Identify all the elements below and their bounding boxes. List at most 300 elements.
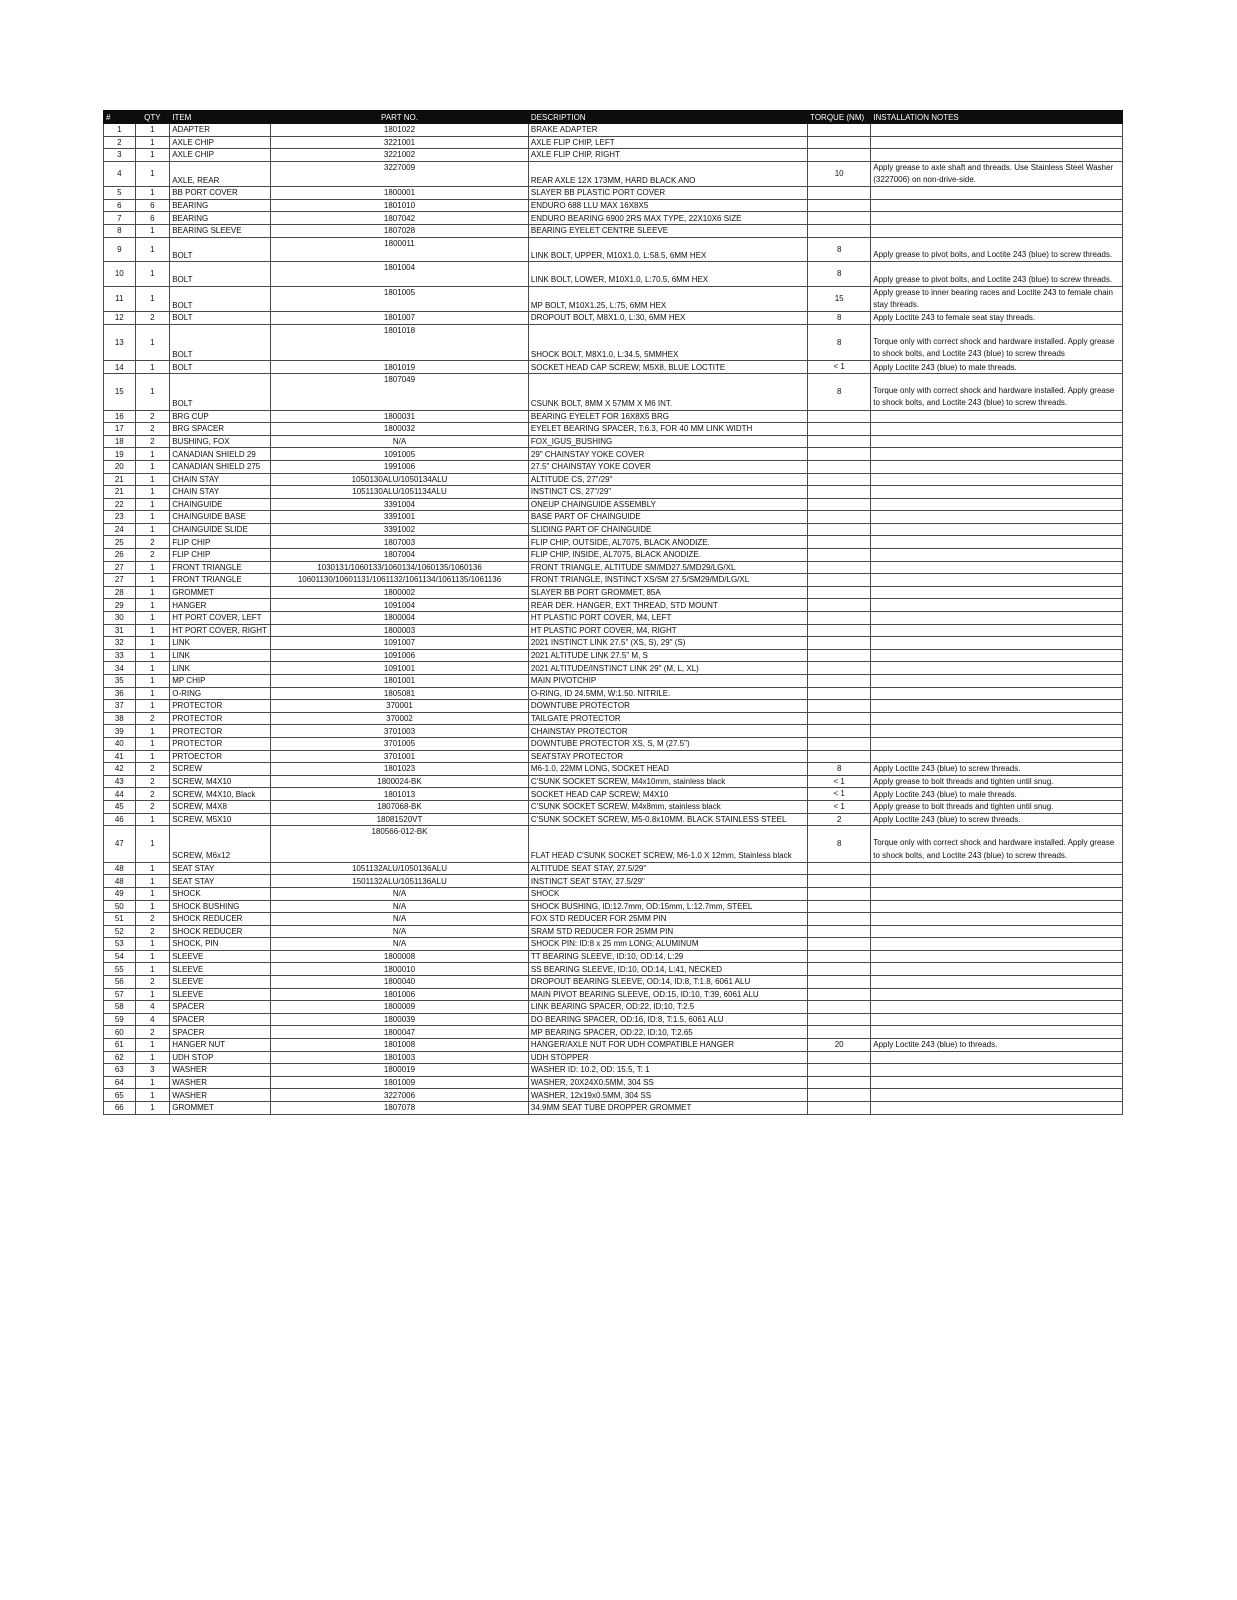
row-torque-cell bbox=[808, 423, 871, 436]
row-item-cell: BRG SPACER bbox=[170, 423, 271, 436]
table-row bbox=[104, 913, 1123, 926]
row-installation-notes-cell bbox=[871, 549, 1123, 562]
row-description-cell: 2021 INSTINCT LINK 27.5" (XS, S), 29" (S) bbox=[528, 637, 807, 650]
row-item-cell: SHOCK, PIN bbox=[170, 938, 271, 951]
table-row bbox=[104, 460, 1123, 473]
row-item-cell: FLIP CHIP bbox=[170, 549, 271, 562]
header-part-no: PART NO. bbox=[271, 111, 529, 124]
row-part-number-cell: 1800024-BK bbox=[271, 775, 529, 788]
row-part-number-cell: 1801013 bbox=[271, 788, 529, 801]
row-part-number-cell: 3391002 bbox=[271, 523, 529, 536]
row-part-number-cell: 1991006 bbox=[271, 460, 529, 473]
row-part-number-cell: 1800031 bbox=[271, 410, 529, 423]
row-item-cell: BEARING bbox=[170, 199, 271, 212]
row-part-number-cell: 1091001 bbox=[271, 662, 529, 675]
row-part-number-cell: 1801004 bbox=[271, 262, 529, 287]
row-item-cell: BOLT bbox=[170, 262, 271, 287]
row-torque-cell bbox=[808, 875, 871, 888]
row-installation-notes-cell: Apply grease to axle shaft and threads. Use Stainless Steel Washer (3227006) on non-drive-side. bbox=[871, 161, 1123, 186]
row-installation-notes-cell bbox=[871, 511, 1123, 524]
table-row bbox=[104, 1013, 1123, 1026]
row-installation-notes-cell bbox=[871, 136, 1123, 149]
row-qty-cell: 1 bbox=[135, 1076, 170, 1089]
row-description-cell: SHOCK BOLT, M8X1.0, L:34.5, 5MMHEX bbox=[528, 324, 807, 361]
row-installation-notes-cell bbox=[871, 574, 1123, 587]
row-qty-cell: 1 bbox=[135, 1089, 170, 1102]
row-torque-cell bbox=[808, 675, 871, 688]
row-number-cell: 11 bbox=[104, 286, 136, 311]
row-installation-notes-cell bbox=[871, 586, 1123, 599]
row-torque-cell bbox=[808, 486, 871, 499]
table-row bbox=[104, 523, 1123, 536]
table-row bbox=[104, 361, 1123, 374]
row-description-cell: FLIP CHIP, OUTSIDE, AL7075, BLACK ANODIZE. bbox=[528, 536, 807, 549]
row-qty-cell: 1 bbox=[135, 950, 170, 963]
row-qty-cell: 1 bbox=[135, 561, 170, 574]
row-installation-notes-cell bbox=[871, 662, 1123, 675]
row-part-number-cell: 1807042 bbox=[271, 212, 529, 225]
row-part-number-cell: 1801019 bbox=[271, 361, 529, 374]
table-row bbox=[104, 887, 1123, 900]
row-installation-notes-cell bbox=[871, 435, 1123, 448]
row-description-cell: C'SUNK SOCKET SCREW, M4x10mm, stainless black bbox=[528, 775, 807, 788]
row-torque-cell: 8 bbox=[808, 237, 871, 262]
row-qty-cell: 1 bbox=[135, 523, 170, 536]
table-row bbox=[104, 161, 1123, 186]
row-installation-notes-cell bbox=[871, 199, 1123, 212]
row-part-number-cell: 1800004 bbox=[271, 612, 529, 625]
row-number-cell: 27 bbox=[104, 574, 136, 587]
row-description-cell: FOX_IGUS_BUSHING bbox=[528, 435, 807, 448]
row-torque-cell bbox=[808, 498, 871, 511]
row-installation-notes-cell bbox=[871, 486, 1123, 499]
row-part-number-cell: 1801010 bbox=[271, 199, 529, 212]
row-description-cell: 34.9MM SEAT TUBE DROPPER GROMMET bbox=[528, 1102, 807, 1115]
row-number-cell: 41 bbox=[104, 750, 136, 763]
row-qty-cell: 1 bbox=[135, 737, 170, 750]
row-description-cell: O-RING, ID 24.5MM, W:1.50. NITRILE. bbox=[528, 687, 807, 700]
row-torque-cell bbox=[808, 612, 871, 625]
row-torque-cell bbox=[808, 963, 871, 976]
table-row bbox=[104, 187, 1123, 200]
row-description-cell: 2021 ALTITUDE/INSTINCT LINK 29" (M, L, XL) bbox=[528, 662, 807, 675]
row-number-cell: 36 bbox=[104, 687, 136, 700]
row-description-cell: TAILGATE PROTECTOR bbox=[528, 712, 807, 725]
table-row bbox=[104, 775, 1123, 788]
row-number-cell: 58 bbox=[104, 1001, 136, 1014]
row-qty-cell: 1 bbox=[135, 700, 170, 713]
row-torque-cell bbox=[808, 938, 871, 951]
row-item-cell: SPACER bbox=[170, 1026, 271, 1039]
row-torque-cell bbox=[808, 1064, 871, 1077]
row-installation-notes-cell: Apply Loctite 243 (blue) to screw threads. bbox=[871, 763, 1123, 776]
row-description-cell: MP BEARING SPACER, OD:22, ID:10, T:2.65 bbox=[528, 1026, 807, 1039]
row-installation-notes-cell bbox=[871, 212, 1123, 225]
row-description-cell: MP BOLT, M10X1.25, L:75, 6MM HEX bbox=[528, 286, 807, 311]
row-part-number-cell: N/A bbox=[271, 925, 529, 938]
row-part-number-cell: 1800008 bbox=[271, 950, 529, 963]
row-installation-notes-cell bbox=[871, 1102, 1123, 1115]
row-qty-cell: 1 bbox=[135, 637, 170, 650]
row-installation-notes-cell bbox=[871, 624, 1123, 637]
row-installation-notes-cell: Apply grease to inner bearing races and Loctite 243 to female chain stay threads. bbox=[871, 286, 1123, 311]
row-torque-cell bbox=[808, 687, 871, 700]
table-row bbox=[104, 586, 1123, 599]
row-torque-cell: < 1 bbox=[808, 788, 871, 801]
row-part-number-cell: 3701005 bbox=[271, 737, 529, 750]
row-qty-cell: 1 bbox=[135, 649, 170, 662]
row-description-cell: HANGER/AXLE NUT FOR UDH COMPATIBLE HANGER bbox=[528, 1039, 807, 1052]
row-qty-cell: 1 bbox=[135, 224, 170, 237]
row-torque-cell bbox=[808, 586, 871, 599]
row-part-number-cell: 3227006 bbox=[271, 1089, 529, 1102]
row-qty-cell: 1 bbox=[135, 938, 170, 951]
row-installation-notes-cell: Torque only with correct shock and hardware installed. Apply grease to shock bolts, and Loctite 243 (blue) to screw threads. bbox=[871, 826, 1123, 863]
table-row bbox=[104, 1001, 1123, 1014]
row-item-cell: AXLE, REAR bbox=[170, 161, 271, 186]
row-number-cell: 16 bbox=[104, 410, 136, 423]
row-number-cell: 15 bbox=[104, 373, 136, 410]
row-qty-cell: 6 bbox=[135, 199, 170, 212]
row-item-cell: CHAINGUIDE bbox=[170, 498, 271, 511]
row-qty-cell: 1 bbox=[135, 687, 170, 700]
row-installation-notes-cell bbox=[871, 1089, 1123, 1102]
row-description-cell: MAIN PIVOTCHIP bbox=[528, 675, 807, 688]
row-part-number-cell: 1800001 bbox=[271, 187, 529, 200]
row-part-number-cell: 3221001 bbox=[271, 136, 529, 149]
table-body bbox=[104, 124, 1123, 1115]
row-qty-cell: 2 bbox=[135, 763, 170, 776]
row-number-cell: 19 bbox=[104, 448, 136, 461]
row-description-cell: HT PLASTIC PORT COVER, M4, LEFT bbox=[528, 612, 807, 625]
table-row bbox=[104, 486, 1123, 499]
row-item-cell: WASHER bbox=[170, 1076, 271, 1089]
row-installation-notes-cell bbox=[871, 900, 1123, 913]
row-qty-cell: 1 bbox=[135, 149, 170, 162]
row-part-number-cell: 1800019 bbox=[271, 1064, 529, 1077]
row-qty-cell: 1 bbox=[135, 361, 170, 374]
table-row bbox=[104, 1051, 1123, 1064]
row-qty-cell: 1 bbox=[135, 662, 170, 675]
table-row bbox=[104, 675, 1123, 688]
table-row bbox=[104, 662, 1123, 675]
row-number-cell: 6 bbox=[104, 199, 136, 212]
row-installation-notes-cell bbox=[871, 473, 1123, 486]
row-qty-cell: 1 bbox=[135, 460, 170, 473]
row-description-cell: FLAT HEAD C'SUNK SOCKET SCREW, M6-1.0 X 12mm, Stainless black bbox=[528, 826, 807, 863]
row-qty-cell: 1 bbox=[135, 599, 170, 612]
row-qty-cell: 2 bbox=[135, 312, 170, 325]
row-item-cell: SCREW, M6x12 bbox=[170, 826, 271, 863]
table-row bbox=[104, 561, 1123, 574]
row-installation-notes-cell bbox=[871, 423, 1123, 436]
row-part-number-cell: 1800009 bbox=[271, 1001, 529, 1014]
row-qty-cell: 4 bbox=[135, 1001, 170, 1014]
row-description-cell: BEARING EYELET FOR 16X8X5 BRG bbox=[528, 410, 807, 423]
table-row bbox=[104, 599, 1123, 612]
row-number-cell: 32 bbox=[104, 637, 136, 650]
row-torque-cell bbox=[808, 976, 871, 989]
row-torque-cell bbox=[808, 523, 871, 536]
row-installation-notes-cell bbox=[871, 1076, 1123, 1089]
row-part-number-cell: N/A bbox=[271, 900, 529, 913]
table-row bbox=[104, 712, 1123, 725]
table-row bbox=[104, 612, 1123, 625]
row-installation-notes-cell bbox=[871, 1051, 1123, 1064]
row-item-cell: HANGER bbox=[170, 599, 271, 612]
row-description-cell: C'SUNK SOCKET SCREW, M5-0.8x10MM. BLACK STAINLESS STEEL bbox=[528, 813, 807, 826]
row-description-cell: MAIN PIVOT BEARING SLEEVE, OD:15, ID:10, T:39, 6061 ALU bbox=[528, 988, 807, 1001]
row-item-cell: SCREW, M5X10 bbox=[170, 813, 271, 826]
row-description-cell: SLIDING PART OF CHAINGUIDE bbox=[528, 523, 807, 536]
table-row bbox=[104, 763, 1123, 776]
row-installation-notes-cell bbox=[871, 938, 1123, 951]
row-torque-cell bbox=[808, 460, 871, 473]
row-qty-cell: 1 bbox=[135, 612, 170, 625]
header-item: ITEM bbox=[170, 111, 271, 124]
row-number-cell: 28 bbox=[104, 586, 136, 599]
row-part-number-cell: 1805081 bbox=[271, 687, 529, 700]
row-torque-cell bbox=[808, 988, 871, 1001]
row-qty-cell: 1 bbox=[135, 988, 170, 1001]
table-row bbox=[104, 423, 1123, 436]
row-torque-cell: 2 bbox=[808, 813, 871, 826]
row-number-cell: 8 bbox=[104, 224, 136, 237]
table-row bbox=[104, 373, 1123, 410]
row-qty-cell: 2 bbox=[135, 976, 170, 989]
row-number-cell: 18 bbox=[104, 435, 136, 448]
row-installation-notes-cell bbox=[871, 925, 1123, 938]
row-item-cell: BOLT bbox=[170, 237, 271, 262]
row-number-cell: 31 bbox=[104, 624, 136, 637]
row-part-number-cell: 1501132ALU/1051136ALU bbox=[271, 875, 529, 888]
row-installation-notes-cell bbox=[871, 887, 1123, 900]
row-description-cell: FRONT TRIANGLE, ALTITUDE SM/MD27.5/MD29/LG/XL bbox=[528, 561, 807, 574]
table-row bbox=[104, 574, 1123, 587]
row-qty-cell: 2 bbox=[135, 925, 170, 938]
row-description-cell: SHOCK bbox=[528, 887, 807, 900]
row-number-cell: 63 bbox=[104, 1064, 136, 1077]
row-installation-notes-cell bbox=[871, 1001, 1123, 1014]
row-item-cell: SPACER bbox=[170, 1013, 271, 1026]
row-part-number-cell: 1807003 bbox=[271, 536, 529, 549]
row-part-number-cell: 1801008 bbox=[271, 1039, 529, 1052]
row-item-cell: CHAIN STAY bbox=[170, 473, 271, 486]
row-number-cell: 48 bbox=[104, 862, 136, 875]
row-part-number-cell: 1801023 bbox=[271, 763, 529, 776]
header-number: # bbox=[104, 111, 136, 124]
row-number-cell: 56 bbox=[104, 976, 136, 989]
row-torque-cell bbox=[808, 448, 871, 461]
row-description-cell: INSTINCT CS, 27"/29" bbox=[528, 486, 807, 499]
row-part-number-cell: 1091007 bbox=[271, 637, 529, 650]
row-torque-cell bbox=[808, 1013, 871, 1026]
row-item-cell: CANADIAN SHIELD 29 bbox=[170, 448, 271, 461]
row-torque-cell bbox=[808, 473, 871, 486]
row-number-cell: 53 bbox=[104, 938, 136, 951]
row-part-number-cell: 1801022 bbox=[271, 124, 529, 137]
row-number-cell: 34 bbox=[104, 662, 136, 675]
row-item-cell: CHAINGUIDE BASE bbox=[170, 511, 271, 524]
row-item-cell: PROTECTOR bbox=[170, 737, 271, 750]
row-item-cell: FLIP CHIP bbox=[170, 536, 271, 549]
row-description-cell: REAR AXLE 12X 173MM, HARD BLACK ANO bbox=[528, 161, 807, 186]
row-torque-cell bbox=[808, 1089, 871, 1102]
row-number-cell: 14 bbox=[104, 361, 136, 374]
row-qty-cell: 1 bbox=[135, 813, 170, 826]
row-item-cell: SEAT STAY bbox=[170, 862, 271, 875]
row-installation-notes-cell bbox=[871, 675, 1123, 688]
row-description-cell: SHOCK BUSHING, ID:12.7mm, OD:15mm, L:12.7mm, STEEL bbox=[528, 900, 807, 913]
row-part-number-cell: 180566-012-BK bbox=[271, 826, 529, 863]
table-row bbox=[104, 498, 1123, 511]
table-row bbox=[104, 900, 1123, 913]
row-description-cell: M6-1.0, 22MM LONG, SOCKET HEAD bbox=[528, 763, 807, 776]
row-description-cell: BASE PART OF CHAINGUIDE bbox=[528, 511, 807, 524]
row-installation-notes-cell bbox=[871, 523, 1123, 536]
row-torque-cell bbox=[808, 887, 871, 900]
row-number-cell: 29 bbox=[104, 599, 136, 612]
row-torque-cell bbox=[808, 212, 871, 225]
row-installation-notes-cell bbox=[871, 599, 1123, 612]
row-installation-notes-cell bbox=[871, 913, 1123, 926]
row-number-cell: 44 bbox=[104, 788, 136, 801]
row-description-cell: ONEUP CHAINGUIDE ASSEMBLY bbox=[528, 498, 807, 511]
row-description-cell: INSTINCT SEAT STAY, 27.5/29" bbox=[528, 875, 807, 888]
header-installation-notes: INSTALLATION NOTES bbox=[871, 111, 1123, 124]
row-item-cell: PROTECTOR bbox=[170, 725, 271, 738]
row-number-cell: 1 bbox=[104, 124, 136, 137]
row-installation-notes-cell bbox=[871, 612, 1123, 625]
row-item-cell: SHOCK BUSHING bbox=[170, 900, 271, 913]
row-torque-cell: 8 bbox=[808, 262, 871, 287]
row-qty-cell: 2 bbox=[135, 423, 170, 436]
row-qty-cell: 1 bbox=[135, 124, 170, 137]
row-installation-notes-cell bbox=[871, 1064, 1123, 1077]
table-row bbox=[104, 536, 1123, 549]
row-qty-cell: 2 bbox=[135, 549, 170, 562]
row-description-cell: FOX STD REDUCER FOR 25MM PIN bbox=[528, 913, 807, 926]
row-part-number-cell: 1807004 bbox=[271, 549, 529, 562]
row-part-number-cell: 1051130ALU/1051134ALU bbox=[271, 486, 529, 499]
table-row bbox=[104, 324, 1123, 361]
row-item-cell: SLEEVE bbox=[170, 963, 271, 976]
row-description-cell: SRAM STD REDUCER FOR 25MM PIN bbox=[528, 925, 807, 938]
row-number-cell: 49 bbox=[104, 887, 136, 900]
row-qty-cell: 2 bbox=[135, 788, 170, 801]
row-item-cell: AXLE CHIP bbox=[170, 149, 271, 162]
table-row bbox=[104, 976, 1123, 989]
row-number-cell: 39 bbox=[104, 725, 136, 738]
row-installation-notes-cell: Apply grease to pivot bolts, and Loctite 243 (blue) to screw threads. bbox=[871, 262, 1123, 287]
table-row bbox=[104, 649, 1123, 662]
row-number-cell: 43 bbox=[104, 775, 136, 788]
row-installation-notes-cell bbox=[871, 725, 1123, 738]
row-part-number-cell: 1801018 bbox=[271, 324, 529, 361]
row-item-cell: BRG CUP bbox=[170, 410, 271, 423]
row-part-number-cell: 1800047 bbox=[271, 1026, 529, 1039]
row-description-cell: ENDURO BEARING 6900 2RS MAX TYPE, 22X10X6 SIZE bbox=[528, 212, 807, 225]
row-qty-cell: 1 bbox=[135, 498, 170, 511]
row-installation-notes-cell: Apply Loctite 243 to female seat stay threads. bbox=[871, 312, 1123, 325]
row-item-cell: BEARING SLEEVE bbox=[170, 224, 271, 237]
row-item-cell: O-RING bbox=[170, 687, 271, 700]
row-description-cell: LINK BOLT, UPPER, M10X1.0, L:58.5, 6MM HEX bbox=[528, 237, 807, 262]
row-item-cell: UDH STOP bbox=[170, 1051, 271, 1064]
row-description-cell: BRAKE ADAPTER bbox=[528, 124, 807, 137]
row-item-cell: BOLT bbox=[170, 373, 271, 410]
table-row bbox=[104, 1102, 1123, 1115]
row-installation-notes-cell: Torque only with correct shock and hardware installed. Apply grease to shock bolts, and Loctite 243 (blue) to screw threads. bbox=[871, 373, 1123, 410]
row-qty-cell: 2 bbox=[135, 410, 170, 423]
row-torque-cell bbox=[808, 536, 871, 549]
row-installation-notes-cell bbox=[871, 950, 1123, 963]
row-torque-cell bbox=[808, 149, 871, 162]
row-installation-notes-cell bbox=[871, 410, 1123, 423]
row-description-cell: SLAYER BB PLASTIC PORT COVER bbox=[528, 187, 807, 200]
table-row bbox=[104, 1064, 1123, 1077]
row-number-cell: 23 bbox=[104, 511, 136, 524]
row-qty-cell: 1 bbox=[135, 887, 170, 900]
row-torque-cell: 15 bbox=[808, 286, 871, 311]
row-torque-cell bbox=[808, 649, 871, 662]
row-qty-cell: 1 bbox=[135, 725, 170, 738]
row-description-cell: FRONT TRIANGLE, INSTINCT XS/SM 27.5/SM29/MD/LG/XL bbox=[528, 574, 807, 587]
row-installation-notes-cell bbox=[871, 988, 1123, 1001]
row-number-cell: 37 bbox=[104, 700, 136, 713]
row-description-cell: UDH STOPPER bbox=[528, 1051, 807, 1064]
header-description: DESCRIPTION bbox=[528, 111, 807, 124]
row-number-cell: 17 bbox=[104, 423, 136, 436]
table-row bbox=[104, 237, 1123, 262]
row-part-number-cell: 1807028 bbox=[271, 224, 529, 237]
row-item-cell: LINK bbox=[170, 637, 271, 650]
row-item-cell: SLEEVE bbox=[170, 988, 271, 1001]
table-row bbox=[104, 737, 1123, 750]
row-number-cell: 9 bbox=[104, 237, 136, 262]
row-item-cell: HANGER NUT bbox=[170, 1039, 271, 1052]
row-description-cell: 29" CHAINSTAY YOKE COVER bbox=[528, 448, 807, 461]
row-torque-cell bbox=[808, 561, 871, 574]
row-number-cell: 13 bbox=[104, 324, 136, 361]
row-qty-cell: 1 bbox=[135, 675, 170, 688]
row-installation-notes-cell: Apply Loctite 243 (blue) to threads. bbox=[871, 1039, 1123, 1052]
row-installation-notes-cell: Apply grease to bolt threads and tighten until snug. bbox=[871, 775, 1123, 788]
row-description-cell: AXLE FLIP CHIP, LEFT bbox=[528, 136, 807, 149]
row-item-cell: HT PORT COVER, LEFT bbox=[170, 612, 271, 625]
row-number-cell: 26 bbox=[104, 549, 136, 562]
row-part-number-cell: 3221002 bbox=[271, 149, 529, 162]
table-row bbox=[104, 950, 1123, 963]
row-qty-cell: 1 bbox=[135, 875, 170, 888]
row-torque-cell bbox=[808, 410, 871, 423]
row-torque-cell bbox=[808, 1102, 871, 1115]
row-torque-cell bbox=[808, 599, 871, 612]
row-qty-cell: 3 bbox=[135, 1064, 170, 1077]
row-installation-notes-cell bbox=[871, 1026, 1123, 1039]
row-installation-notes-cell bbox=[871, 737, 1123, 750]
row-qty-cell: 1 bbox=[135, 473, 170, 486]
row-description-cell: DOWNTUBE PROTECTOR XS, S, M (27.5") bbox=[528, 737, 807, 750]
row-description-cell: BEARING EYELET CENTRE SLEEVE bbox=[528, 224, 807, 237]
row-item-cell: CHAINGUIDE SLIDE bbox=[170, 523, 271, 536]
table-row bbox=[104, 963, 1123, 976]
row-number-cell: 27 bbox=[104, 561, 136, 574]
row-number-cell: 2 bbox=[104, 136, 136, 149]
row-part-number-cell: 18081520VT bbox=[271, 813, 529, 826]
row-torque-cell bbox=[808, 700, 871, 713]
row-installation-notes-cell bbox=[871, 700, 1123, 713]
